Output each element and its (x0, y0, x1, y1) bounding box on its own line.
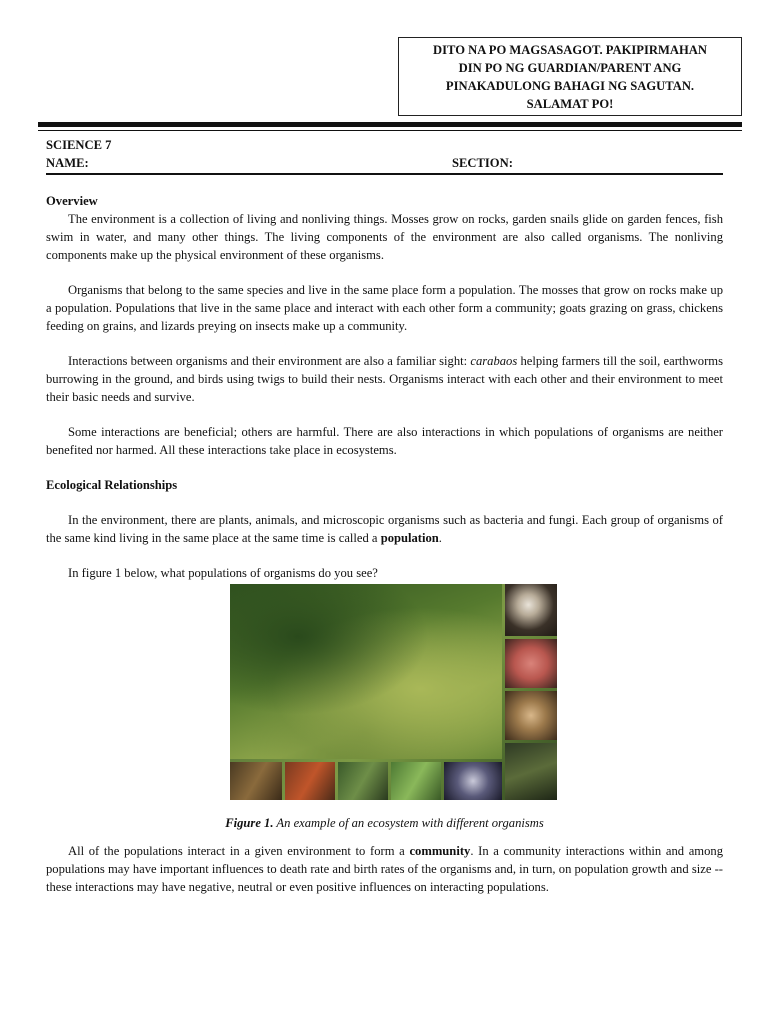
section-label: SECTION: (452, 156, 513, 170)
figure-caption-text: An example of an ecosystem with different organisms (273, 816, 544, 830)
header-rule-thin (38, 130, 742, 131)
worksheet-header (46, 136, 722, 172)
ecosystem-figure (230, 584, 557, 800)
overview-paragraph-2: Organisms that belong to the same species and live in the same place form a population. The mosses that grow on rocks make up a population. Populations that live in the same place and interact with each other form a community; goats grazing on grass, chickens feeding on grains, and lizards preying on insects make up a community. (46, 283, 723, 333)
mushroom-cluster-photo (505, 691, 557, 740)
population-term: population (380, 531, 439, 545)
berries-photo (444, 762, 502, 800)
community-term: community (409, 844, 471, 858)
fly-photo (338, 762, 388, 800)
name-label: NAME: (46, 156, 89, 170)
overview-paragraph-3 (46, 352, 723, 406)
overview-paragraph-1: The environment is a collection of living and nonliving things. Mosses grow on rocks, garden snails glide on garden fences, fish swim in water, and many other things. The living components of the environment are also called organisms. The nonliving components make up the physical environment of these organisms. (46, 212, 723, 262)
mantis-photo (505, 743, 557, 800)
caterpillar-photo (285, 762, 335, 800)
figure-label: Figure 1. (225, 816, 274, 830)
notice-line-4: SALAMAT PO! (526, 97, 614, 111)
leaves-photo (391, 762, 441, 800)
notice-line-3: PINAKADULONG BAHAGI NG SAGUTAN. (445, 79, 695, 93)
mushroom-photo (505, 584, 557, 636)
notice-line-1: DITO NA PO MAGSASAGOT. PAKIPIRMAHAN (433, 43, 707, 57)
community-text-a: All of the populations interact in a given environment to form a (68, 844, 410, 858)
header-rule-thick (38, 122, 742, 127)
name-section-row (46, 154, 722, 172)
subject-label: SCIENCE 7 (46, 138, 112, 152)
carabaos-term: carabaos (470, 354, 518, 368)
ecological-paragraph-2: In figure 1 below, what populations of organisms do you see? (68, 566, 378, 580)
p3-text-b: helping farmers till the soil, earthworms burrowing in the ground, and birds using twigs to build their nests. Organisms interact with each other and their environment to meet their basic needs and survive. (46, 354, 723, 404)
community-paragraph (46, 842, 723, 896)
insect-photo (230, 762, 282, 800)
overview-heading: Overview (46, 194, 98, 208)
instruction-notice-box (398, 37, 742, 116)
community-text-b: . In a community interactions within and among populations may have important influences to death rate and birth rates of the organisms and, in turn, on population growth and size -- these interactions may have negative, neutral or even positive influences on interacting populations. (46, 844, 723, 894)
name-underline (46, 173, 723, 175)
ecological-heading: Ecological Relationships (46, 478, 178, 492)
p3-text-a: Interactions between organisms and their environment are also a familiar sight: (68, 354, 471, 368)
eco-p1-text-b: . (438, 531, 442, 545)
forest-ground-photo (230, 584, 502, 759)
overview-paragraph-4: Some interactions are beneficial; others are harmful. There are also interactions in which populations of organisms are neither benefited nor harmed. All these interactions take place in ecosystems. (46, 425, 723, 457)
worksheet-content (46, 192, 723, 896)
pink-fungus-photo (505, 639, 557, 688)
ecological-paragraph-1 (46, 511, 723, 547)
notice-line-2: DIN PO NG GUARDIAN/PARENT ANG (458, 61, 682, 75)
eco-p1-text-a: In the environment, there are plants, animals, and microscopic organisms such as bacteria and fungi. Each group of organisms of the same kind living in the same place at the same time is called a (46, 513, 723, 545)
figure-caption (46, 814, 723, 832)
